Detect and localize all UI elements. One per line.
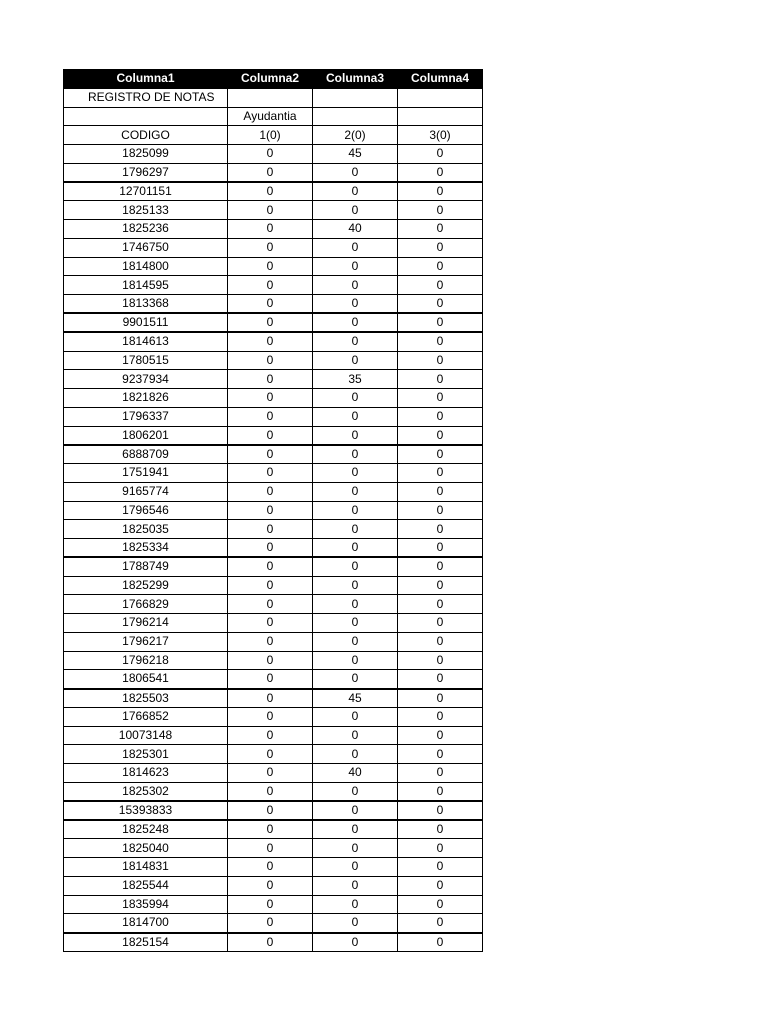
grade-cell[interactable]: 0 bbox=[313, 576, 398, 595]
codigo-cell[interactable]: 1825040 bbox=[64, 839, 228, 858]
grade-cell[interactable]: 0 bbox=[313, 539, 398, 558]
codigo-cell[interactable]: 1766829 bbox=[64, 595, 228, 614]
grade-cell[interactable]: 0 bbox=[313, 163, 398, 182]
grade-cell[interactable]: 0 bbox=[228, 276, 313, 295]
table-row bbox=[64, 182, 483, 201]
table-row bbox=[64, 576, 483, 595]
codigo-cell[interactable]: 9901511 bbox=[64, 313, 228, 332]
grade-cell[interactable]: 0 bbox=[313, 557, 398, 576]
cell[interactable] bbox=[398, 107, 483, 126]
grade-cell[interactable]: 0 bbox=[398, 201, 483, 220]
header-cell-columna2[interactable]: Columna2 bbox=[228, 70, 313, 89]
grade-cell[interactable]: 0 bbox=[398, 820, 483, 839]
table-row bbox=[64, 520, 483, 539]
codigo-cell[interactable]: 1825334 bbox=[64, 539, 228, 558]
codigo-cell[interactable]: 1814623 bbox=[64, 764, 228, 783]
codigo-cell[interactable]: 15393833 bbox=[64, 801, 228, 820]
cell[interactable] bbox=[313, 88, 398, 107]
grade-header-cell[interactable]: 2(0) bbox=[313, 126, 398, 145]
codigo-cell[interactable]: 1825302 bbox=[64, 782, 228, 801]
grade-cell[interactable]: 0 bbox=[398, 764, 483, 783]
grade-cell[interactable]: 0 bbox=[398, 220, 483, 239]
cell[interactable] bbox=[64, 107, 228, 126]
table-row bbox=[64, 539, 483, 558]
grade-cell[interactable]: 0 bbox=[313, 182, 398, 201]
codigo-cell[interactable]: 1746750 bbox=[64, 238, 228, 257]
grade-cell[interactable]: 0 bbox=[228, 201, 313, 220]
table-row bbox=[64, 595, 483, 614]
grade-cell[interactable]: 0 bbox=[313, 820, 398, 839]
grade-cell[interactable]: 0 bbox=[228, 632, 313, 651]
grade-cell[interactable]: 0 bbox=[313, 351, 398, 370]
table-row bbox=[64, 370, 483, 389]
grade-cell[interactable]: 0 bbox=[228, 839, 313, 858]
table-row bbox=[64, 632, 483, 651]
table-row bbox=[64, 351, 483, 370]
grade-cell[interactable]: 0 bbox=[398, 482, 483, 501]
codigo-cell[interactable]: 1780515 bbox=[64, 351, 228, 370]
grade-cell[interactable]: 0 bbox=[398, 407, 483, 426]
grade-cell[interactable]: 0 bbox=[228, 557, 313, 576]
grade-cell[interactable]: 0 bbox=[313, 595, 398, 614]
codigo-cell[interactable]: 1825299 bbox=[64, 576, 228, 595]
grade-cell[interactable]: 0 bbox=[313, 520, 398, 539]
codigo-cell[interactable]: 1796218 bbox=[64, 651, 228, 670]
grade-cell[interactable]: 0 bbox=[398, 145, 483, 164]
grade-cell[interactable]: 0 bbox=[228, 238, 313, 257]
codigo-cell[interactable]: 1806201 bbox=[64, 426, 228, 445]
grade-cell[interactable]: 0 bbox=[228, 707, 313, 726]
grade-cell[interactable]: 0 bbox=[398, 276, 483, 295]
grade-cell[interactable]: 0 bbox=[228, 464, 313, 483]
grade-cell[interactable]: 0 bbox=[398, 257, 483, 276]
codigo-header-cell[interactable]: CODIGO bbox=[64, 126, 228, 145]
grade-cell[interactable]: 0 bbox=[398, 858, 483, 877]
grade-cell[interactable]: 0 bbox=[228, 351, 313, 370]
grade-cell[interactable]: 45 bbox=[313, 145, 398, 164]
grade-cell[interactable]: 0 bbox=[228, 914, 313, 933]
table-row bbox=[64, 407, 483, 426]
codigo-cell[interactable]: 10073148 bbox=[64, 726, 228, 745]
grade-cell[interactable]: 0 bbox=[228, 614, 313, 633]
grade-cell[interactable]: 0 bbox=[398, 313, 483, 332]
grade-cell[interactable]: 0 bbox=[398, 539, 483, 558]
grade-cell[interactable]: 0 bbox=[228, 407, 313, 426]
table-row bbox=[64, 745, 483, 764]
grade-cell[interactable]: 0 bbox=[313, 426, 398, 445]
codigo-cell[interactable]: 1821826 bbox=[64, 389, 228, 408]
grade-cell[interactable]: 0 bbox=[398, 670, 483, 689]
codigo-cell[interactable]: 1825544 bbox=[64, 876, 228, 895]
title-row bbox=[64, 88, 483, 107]
table-row bbox=[64, 445, 483, 464]
table-row bbox=[64, 801, 483, 820]
grade-cell[interactable]: 0 bbox=[313, 501, 398, 520]
title-cell[interactable]: REGISTRO DE NOTAS bbox=[64, 88, 228, 107]
grade-cell[interactable]: 0 bbox=[313, 745, 398, 764]
table-row bbox=[64, 163, 483, 182]
codigo-cell[interactable]: 6888709 bbox=[64, 445, 228, 464]
grades-table bbox=[63, 69, 483, 952]
grade-cell[interactable]: 0 bbox=[398, 895, 483, 914]
grade-cell[interactable]: 0 bbox=[313, 313, 398, 332]
grade-cell[interactable]: 0 bbox=[398, 914, 483, 933]
grade-cell[interactable]: 0 bbox=[228, 313, 313, 332]
grade-cell[interactable]: 0 bbox=[228, 689, 313, 708]
grade-cell[interactable]: 0 bbox=[398, 707, 483, 726]
table-row bbox=[64, 914, 483, 933]
header-cell-columna4[interactable]: Columna4 bbox=[398, 70, 483, 89]
grade-cell[interactable]: 0 bbox=[313, 332, 398, 351]
grade-cell[interactable]: 0 bbox=[313, 295, 398, 314]
grade-cell[interactable]: 0 bbox=[228, 764, 313, 783]
grade-cell[interactable]: 0 bbox=[398, 238, 483, 257]
cell[interactable] bbox=[228, 88, 313, 107]
table-row bbox=[64, 707, 483, 726]
table-row bbox=[64, 858, 483, 877]
codigo-cell[interactable]: 1825503 bbox=[64, 689, 228, 708]
table-row bbox=[64, 238, 483, 257]
grade-cell[interactable]: 0 bbox=[228, 145, 313, 164]
codigo-cell[interactable]: 1796337 bbox=[64, 407, 228, 426]
grade-cell[interactable]: 0 bbox=[398, 445, 483, 464]
table-row bbox=[64, 389, 483, 408]
grade-cell[interactable]: 40 bbox=[313, 220, 398, 239]
grade-cell[interactable]: 0 bbox=[228, 182, 313, 201]
grade-cell[interactable]: 0 bbox=[398, 351, 483, 370]
grade-cell[interactable]: 0 bbox=[228, 220, 313, 239]
table-row bbox=[64, 295, 483, 314]
spreadsheet bbox=[63, 69, 483, 952]
grade-cell[interactable]: 0 bbox=[398, 389, 483, 408]
grade-cell[interactable]: 0 bbox=[398, 782, 483, 801]
table-row bbox=[64, 557, 483, 576]
grade-cell[interactable]: 0 bbox=[313, 670, 398, 689]
codigo-cell[interactable]: 1796297 bbox=[64, 163, 228, 182]
grade-cell[interactable]: 0 bbox=[313, 801, 398, 820]
table-row bbox=[64, 726, 483, 745]
grade-cell[interactable]: 0 bbox=[313, 407, 398, 426]
grade-cell[interactable]: 0 bbox=[398, 726, 483, 745]
grade-cell[interactable]: 0 bbox=[398, 426, 483, 445]
cell[interactable] bbox=[398, 88, 483, 107]
table-row bbox=[64, 482, 483, 501]
grade-cell[interactable]: 0 bbox=[313, 238, 398, 257]
grade-cell[interactable]: 0 bbox=[228, 295, 313, 314]
cell[interactable] bbox=[313, 107, 398, 126]
table-row bbox=[64, 614, 483, 633]
grade-cell[interactable]: 35 bbox=[313, 370, 398, 389]
table-row bbox=[64, 820, 483, 839]
codigo-cell[interactable]: 1766852 bbox=[64, 707, 228, 726]
grade-cell[interactable]: 0 bbox=[313, 651, 398, 670]
grade-cell[interactable]: 0 bbox=[228, 820, 313, 839]
table-row bbox=[64, 501, 483, 520]
grade-header-cell[interactable]: 3(0) bbox=[398, 126, 483, 145]
table-row bbox=[64, 332, 483, 351]
table-row bbox=[64, 276, 483, 295]
codigo-cell[interactable]: 1814700 bbox=[64, 914, 228, 933]
grade-cell[interactable]: 0 bbox=[398, 163, 483, 182]
subheader-row bbox=[64, 126, 483, 145]
codigo-cell[interactable]: 1796214 bbox=[64, 614, 228, 633]
grade-cell[interactable]: 0 bbox=[228, 389, 313, 408]
grade-cell[interactable]: 0 bbox=[398, 632, 483, 651]
codigo-cell[interactable]: 1796546 bbox=[64, 501, 228, 520]
grade-cell[interactable]: 0 bbox=[228, 782, 313, 801]
codigo-cell[interactable]: 1796217 bbox=[64, 632, 228, 651]
codigo-cell[interactable]: 1825248 bbox=[64, 820, 228, 839]
table-row bbox=[64, 764, 483, 783]
grade-cell[interactable]: 0 bbox=[228, 257, 313, 276]
header-cell-columna3[interactable]: Columna3 bbox=[313, 70, 398, 89]
grade-cell[interactable]: 0 bbox=[313, 257, 398, 276]
codigo-cell[interactable]: 1814831 bbox=[64, 858, 228, 877]
grade-cell[interactable]: 0 bbox=[228, 163, 313, 182]
grade-cell[interactable]: 0 bbox=[228, 370, 313, 389]
grade-cell[interactable]: 0 bbox=[398, 182, 483, 201]
grade-cell[interactable]: 0 bbox=[228, 651, 313, 670]
grade-cell[interactable]: 0 bbox=[398, 651, 483, 670]
grade-cell[interactable]: 0 bbox=[313, 839, 398, 858]
section-row bbox=[64, 107, 483, 126]
grade-cell[interactable]: 0 bbox=[313, 933, 398, 952]
codigo-cell[interactable]: 1825099 bbox=[64, 145, 228, 164]
grade-header-cell[interactable]: 1(0) bbox=[228, 126, 313, 145]
grade-cell[interactable]: 0 bbox=[313, 276, 398, 295]
grade-cell[interactable]: 0 bbox=[228, 332, 313, 351]
table-row bbox=[64, 201, 483, 220]
grade-cell[interactable]: 0 bbox=[228, 876, 313, 895]
grade-cell[interactable]: 0 bbox=[313, 445, 398, 464]
grade-cell[interactable]: 0 bbox=[228, 576, 313, 595]
codigo-cell[interactable]: 1825154 bbox=[64, 933, 228, 952]
grade-cell[interactable]: 0 bbox=[228, 858, 313, 877]
grade-cell[interactable]: 0 bbox=[228, 482, 313, 501]
grade-cell[interactable]: 0 bbox=[398, 614, 483, 633]
grade-cell[interactable]: 0 bbox=[398, 876, 483, 895]
table-row bbox=[64, 220, 483, 239]
grade-cell[interactable]: 40 bbox=[313, 764, 398, 783]
grade-cell[interactable]: 0 bbox=[313, 782, 398, 801]
section-label-cell[interactable]: Ayudantia bbox=[228, 107, 313, 126]
codigo-cell[interactable]: 1814613 bbox=[64, 332, 228, 351]
table-row bbox=[64, 839, 483, 858]
codigo-cell[interactable]: 1825035 bbox=[64, 520, 228, 539]
grade-cell[interactable]: 0 bbox=[228, 670, 313, 689]
grade-cell[interactable]: 0 bbox=[313, 707, 398, 726]
codigo-cell[interactable]: 1813368 bbox=[64, 295, 228, 314]
grade-cell[interactable]: 0 bbox=[313, 389, 398, 408]
codigo-cell[interactable]: 1814595 bbox=[64, 276, 228, 295]
codigo-cell[interactable]: 1835994 bbox=[64, 895, 228, 914]
table-row bbox=[64, 313, 483, 332]
codigo-cell[interactable]: 9165774 bbox=[64, 482, 228, 501]
grade-cell[interactable]: 0 bbox=[228, 595, 313, 614]
grade-cell[interactable]: 0 bbox=[313, 464, 398, 483]
grade-cell[interactable]: 0 bbox=[313, 614, 398, 633]
grade-cell[interactable]: 0 bbox=[228, 539, 313, 558]
header-row bbox=[64, 70, 483, 89]
codigo-cell[interactable]: 1825236 bbox=[64, 220, 228, 239]
grade-cell[interactable]: 0 bbox=[398, 520, 483, 539]
grade-cell[interactable]: 0 bbox=[398, 295, 483, 314]
grade-cell[interactable]: 0 bbox=[398, 576, 483, 595]
codigo-cell[interactable]: 1788749 bbox=[64, 557, 228, 576]
table-row bbox=[64, 145, 483, 164]
codigo-cell[interactable]: 1814800 bbox=[64, 257, 228, 276]
grade-cell[interactable]: 0 bbox=[228, 520, 313, 539]
codigo-cell[interactable]: 1751941 bbox=[64, 464, 228, 483]
table-row bbox=[64, 464, 483, 483]
grade-cell[interactable]: 0 bbox=[398, 839, 483, 858]
grade-cell[interactable]: 0 bbox=[398, 557, 483, 576]
table-row bbox=[64, 670, 483, 689]
grade-cell[interactable]: 0 bbox=[228, 801, 313, 820]
grade-cell[interactable]: 0 bbox=[398, 689, 483, 708]
codigo-cell[interactable]: 12701151 bbox=[64, 182, 228, 201]
grade-cell[interactable]: 0 bbox=[398, 745, 483, 764]
grade-cell[interactable]: 0 bbox=[398, 595, 483, 614]
grade-cell[interactable]: 0 bbox=[313, 201, 398, 220]
grade-cell[interactable]: 0 bbox=[313, 895, 398, 914]
table-row bbox=[64, 876, 483, 895]
codigo-cell[interactable]: 9237934 bbox=[64, 370, 228, 389]
grade-cell[interactable]: 0 bbox=[228, 933, 313, 952]
codigo-cell[interactable]: 1806541 bbox=[64, 670, 228, 689]
table-row bbox=[64, 895, 483, 914]
table-row bbox=[64, 782, 483, 801]
table-row bbox=[64, 933, 483, 952]
grade-cell[interactable]: 0 bbox=[228, 426, 313, 445]
grade-cell[interactable]: 0 bbox=[398, 801, 483, 820]
grade-cell[interactable]: 0 bbox=[313, 726, 398, 745]
grade-cell[interactable]: 0 bbox=[228, 895, 313, 914]
codigo-cell[interactable]: 1825133 bbox=[64, 201, 228, 220]
grade-cell[interactable]: 0 bbox=[398, 370, 483, 389]
grade-cell[interactable]: 0 bbox=[398, 501, 483, 520]
codigo-cell[interactable]: 1825301 bbox=[64, 745, 228, 764]
table-row bbox=[64, 426, 483, 445]
grade-cell[interactable]: 0 bbox=[313, 876, 398, 895]
grade-cell[interactable]: 0 bbox=[313, 482, 398, 501]
grade-cell[interactable]: 0 bbox=[313, 914, 398, 933]
grade-cell[interactable]: 0 bbox=[228, 445, 313, 464]
grade-cell[interactable]: 0 bbox=[228, 745, 313, 764]
grade-cell[interactable]: 0 bbox=[313, 632, 398, 651]
grade-cell[interactable]: 45 bbox=[313, 689, 398, 708]
table-row bbox=[64, 257, 483, 276]
grade-cell[interactable]: 0 bbox=[313, 858, 398, 877]
grade-cell[interactable]: 0 bbox=[228, 501, 313, 520]
table-row bbox=[64, 651, 483, 670]
grade-cell[interactable]: 0 bbox=[228, 726, 313, 745]
table-row bbox=[64, 689, 483, 708]
header-cell-columna1[interactable]: Columna1 bbox=[64, 70, 228, 89]
grade-cell[interactable]: 0 bbox=[398, 933, 483, 952]
grade-cell[interactable]: 0 bbox=[398, 332, 483, 351]
grade-cell[interactable]: 0 bbox=[398, 464, 483, 483]
